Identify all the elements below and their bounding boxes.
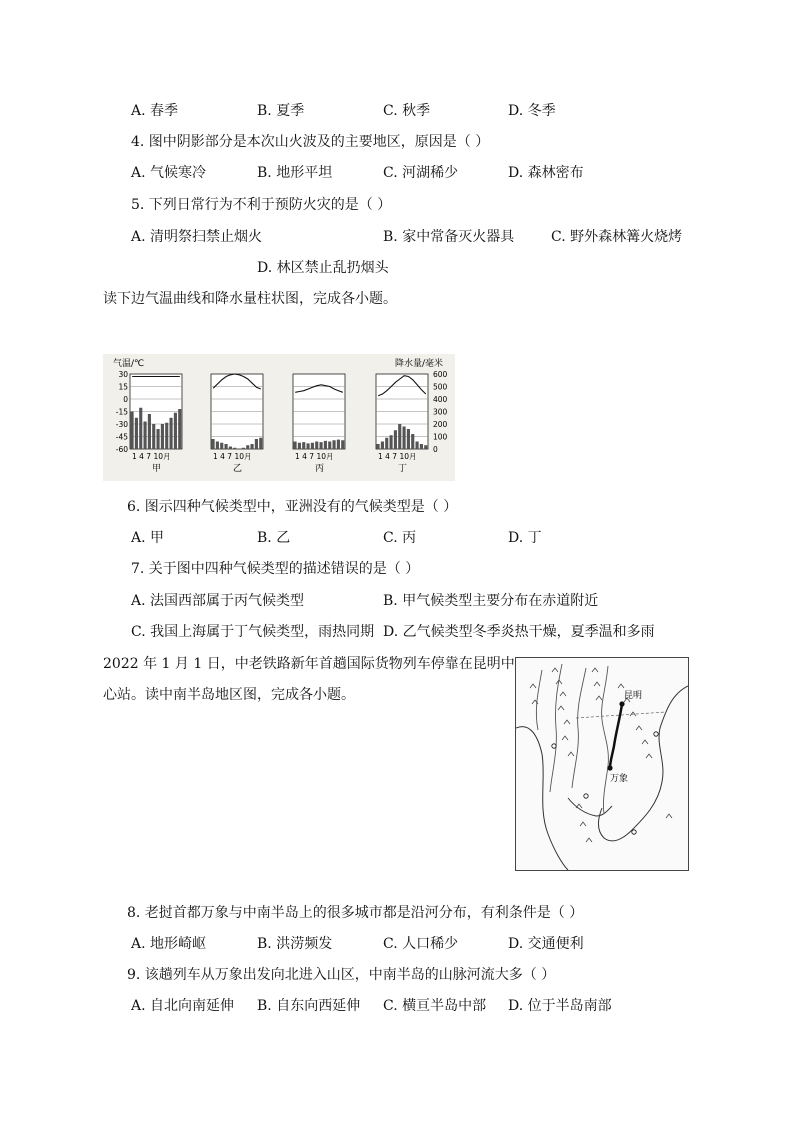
q6-option-b[interactable]: B. 乙 (257, 530, 291, 546)
map-intro-line2: 心站。读中南半岛地区图，完成各小题。 (103, 687, 355, 703)
precip-bar (220, 443, 223, 449)
month-ticks: 1 4 7 10月 (213, 452, 252, 461)
month-ticks: 1 4 7 10月 (132, 452, 171, 461)
climate-panel (293, 374, 345, 474)
q7-option-d[interactable]: D. 乙气候类型冬季炎热干燥，夏季温和多雨 (383, 624, 655, 640)
precip-bar (233, 448, 236, 449)
q3-option-d[interactable]: D. 冬季 (508, 103, 556, 119)
precip-bar (416, 442, 419, 450)
precip-bar (212, 439, 215, 449)
precip-axis-title: 降水量/毫米 (395, 359, 444, 369)
precip-bar (411, 434, 414, 449)
precip-bar (302, 442, 305, 449)
q7-option-c[interactable]: C. 我国上海属于丁气候类型，雨热同期 (131, 624, 375, 640)
q4-stem: 4. 图中阴影部分是本次山火波及的主要地区，原因是（ ） (131, 134, 490, 150)
precip-bar (341, 440, 344, 449)
q6-stem: 6. 图示四种气候类型中，亚洲没有的气候类型是（ ） (127, 499, 458, 515)
temp-tick-label: -60 (115, 445, 128, 454)
climate-panel (130, 374, 182, 474)
month-ticks: 1 4 7 10月 (295, 452, 334, 461)
precip-bar (178, 409, 181, 449)
precip-bar (377, 444, 380, 449)
panel-label: 丙 (315, 464, 325, 474)
climate-intro: 读下边气温曲线和降水量柱状图，完成各小题。 (103, 291, 397, 307)
precip-bar (216, 442, 219, 450)
panel-label: 丁 (398, 464, 408, 474)
china-laos-railway (610, 704, 622, 768)
q9-option-a[interactable]: A. 自北向南延伸 (131, 998, 235, 1014)
precip-bar (229, 447, 232, 450)
east-coastline (599, 686, 689, 841)
mountain-hatching-misc (530, 684, 672, 842)
q8-option-c[interactable]: C. 人口稀少 (383, 936, 459, 952)
precip-bar (251, 444, 254, 449)
precip-bar (144, 422, 147, 450)
precip-bar (139, 408, 142, 449)
precip-bar (157, 429, 160, 449)
precip-tick-label: 500 (433, 382, 448, 392)
q3-option-c[interactable]: C. 秋季 (383, 103, 431, 119)
q3-option-a[interactable]: A. 春季 (131, 103, 179, 119)
precip-tick-label: 0 (433, 445, 438, 454)
precip-bar (420, 444, 423, 449)
panel-label: 乙 (233, 464, 243, 474)
q4-option-b[interactable]: B. 地形平坦 (257, 165, 333, 181)
capital-marker-phnom-penh (632, 830, 636, 834)
precip-bar (294, 442, 297, 450)
indochina-map-figure (515, 657, 689, 871)
precip-bar (135, 418, 138, 449)
precip-bar (424, 445, 427, 449)
q7-stem: 7. 关于图中四种气候类型的描述错误的是（ ） (131, 561, 420, 577)
precip-tick-label: 200 (433, 420, 448, 429)
precip-bar (148, 414, 151, 449)
precip-bar (255, 439, 258, 449)
precip-bar (170, 418, 173, 449)
month-ticks: 1 4 7 10月 (378, 452, 417, 461)
q4-option-c[interactable]: C. 河湖稀少 (383, 165, 459, 181)
q8-option-b[interactable]: B. 洪涝频发 (257, 936, 333, 952)
q6-option-c[interactable]: C. 丙 (383, 530, 417, 546)
temp-tick-label: -15 (115, 407, 128, 417)
q5-option-a[interactable]: A. 清明祭扫禁止烟火 (131, 229, 263, 245)
precip-bar (385, 438, 388, 449)
precip-bar (161, 424, 164, 449)
q5-option-d[interactable]: D. 林区禁止乱扔烟头 (257, 260, 389, 276)
precip-bar (225, 444, 228, 449)
precip-bar (403, 427, 406, 450)
kunming-label: 昆明 (624, 691, 643, 701)
precip-bar (394, 430, 397, 449)
q9-option-b[interactable]: B. 自东向西延伸 (257, 998, 361, 1014)
west-coastline (516, 727, 568, 870)
climate-panel (211, 374, 263, 474)
gulf-coastline (568, 798, 612, 816)
q5-option-c[interactable]: C. 野外森林篝火烧烤 (551, 229, 683, 245)
q7-option-a[interactable]: A. 法国西部属于丙气候类型 (131, 593, 305, 609)
vientiane-label: 万象 (610, 774, 629, 784)
temp-tick-label: -30 (115, 420, 128, 429)
river-salween (550, 664, 562, 792)
q5-option-b[interactable]: B. 家中常备灭火器具 (383, 229, 515, 245)
river-chao-phraya (572, 668, 586, 788)
mountain-range-east (592, 668, 652, 758)
precip-tick-label: 300 (433, 407, 448, 417)
precip-bar (390, 435, 393, 449)
q7-option-b[interactable]: B. 甲气候类型主要分布在赤道附近 (383, 593, 599, 609)
precip-bar (246, 445, 249, 449)
indochina-map-svg (516, 658, 688, 870)
precip-tick-label: 100 (433, 432, 448, 442)
q5-stem: 5. 下列日常行为不利于预防火灾的是（ ） (131, 197, 392, 213)
temp-tick-label: 0 (123, 395, 128, 404)
precip-bar (315, 442, 318, 450)
precip-bar (328, 442, 331, 450)
temp-axis-title: 气温/℃ (113, 359, 145, 369)
precip-bar (337, 440, 340, 449)
river-mekong (602, 666, 609, 814)
climate-charts-figure (103, 354, 455, 481)
q3-option-b[interactable]: B. 夏季 (257, 103, 305, 119)
precip-bar (242, 448, 245, 449)
precip-bar (333, 440, 336, 449)
vientiane-marker (607, 765, 612, 770)
precip-bar (174, 413, 177, 449)
q4-option-d[interactable]: D. 森林密布 (508, 165, 584, 181)
precip-bar (398, 424, 401, 449)
precip-bar (298, 443, 301, 449)
q8-option-a[interactable]: A. 地形崎岖 (131, 936, 207, 952)
q9-option-c[interactable]: C. 横亘半岛中部 (383, 998, 487, 1014)
precip-bar (311, 443, 314, 449)
precip-bar (131, 412, 134, 450)
precip-tick-label: 400 (433, 395, 448, 404)
q8-option-d[interactable]: D. 交通便利 (508, 936, 584, 952)
precip-bar (381, 442, 384, 450)
q6-option-a[interactable]: A. 甲 (131, 530, 165, 546)
temp-tick-label: 30 (118, 370, 128, 379)
climate-charts-svg (103, 354, 455, 481)
precip-bar (407, 429, 410, 449)
climate-panel (376, 374, 428, 474)
q9-option-d[interactable]: D. 位于半岛南部 (508, 998, 612, 1014)
q4-option-a[interactable]: A. 气候寒冷 (131, 165, 207, 181)
precip-bar (259, 438, 262, 449)
temp-tick-label: -45 (115, 432, 128, 442)
map-intro-line1: 2022 年 1 月 1 日，中老铁路新年首趟国际货物列车停靠在昆明中 (103, 656, 515, 672)
q9-stem: 9. 该趟列车从万象出发向北进入山区，中南半岛的山脉河流大多（ ） (127, 967, 556, 983)
temp-tick-label: 15 (118, 382, 128, 392)
precip-bar (307, 443, 310, 449)
precip-tick-label: 600 (433, 370, 448, 379)
precip-bar (152, 424, 155, 449)
precip-bar (320, 442, 323, 449)
panel-label: 甲 (152, 464, 162, 474)
precip-bar (324, 441, 327, 449)
kunming-marker (619, 701, 624, 706)
q6-option-d[interactable]: D. 丁 (508, 530, 542, 546)
capital-marker-hanoi (654, 732, 658, 736)
capital-marker-bangkok (584, 794, 588, 798)
q8-stem: 8. 老挝首都万象与中南半岛上的很多城市都是沿河分布，有利条件是（ ） (127, 905, 584, 921)
precip-bar (165, 423, 168, 449)
river-irrawaddy (536, 670, 542, 730)
